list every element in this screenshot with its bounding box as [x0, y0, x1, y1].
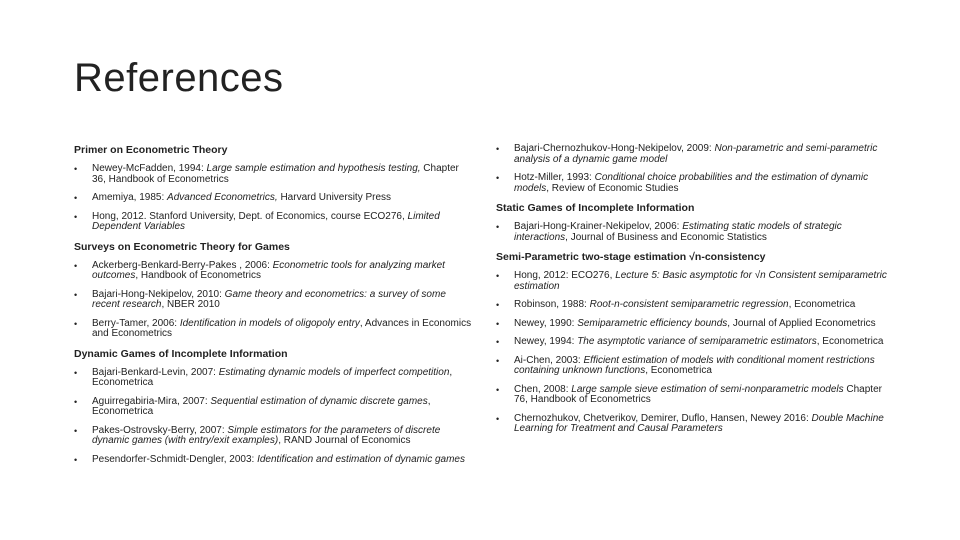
- reference-item: [496, 319, 896, 330]
- bullet-icon: •: [74, 211, 78, 222]
- reference-authors: Aguirregabiria-Mira, 2007:: [92, 395, 211, 407]
- reference-work-title: Root-n-consistent semiparametric regression: [589, 299, 789, 310]
- section-heading: Static Games of Incomplete Information: [496, 202, 695, 214]
- reference-work-title: Large sample sieve estimation of semi-nonparametric models: [571, 383, 844, 395]
- reference-item: [74, 193, 474, 204]
- right-reference-column: [496, 144, 896, 443]
- reference-source: Harvard University Press: [277, 192, 392, 203]
- reference-authors: Hong, 2012. Stanford University, Dept. of Economics, course ECO276,: [92, 210, 408, 222]
- reference-source: , RAND Journal of Economics: [278, 435, 411, 446]
- bullet-icon: •: [74, 367, 78, 378]
- bullet-icon: •: [496, 300, 500, 310]
- reference-text: [514, 356, 896, 377]
- reference-work-title: Double Machine Learning for Treatment and Causal Parameters: [514, 412, 884, 434]
- section-heading: Dynamic Games of Incomplete Information: [74, 347, 288, 360]
- slide-title: References: [74, 56, 284, 100]
- reference-source: , Econometrica: [92, 366, 453, 388]
- reference-source: Chapter 76, Handbook of Econometrics: [514, 383, 882, 405]
- reference-source: , Econometrica: [816, 336, 884, 347]
- reference-text: [92, 261, 474, 282]
- bullet-icon: •: [74, 396, 78, 407]
- bullet-icon: •: [74, 318, 78, 329]
- reference-authors: Chen, 2008:: [514, 383, 572, 395]
- reference-authors: Newey-McFadden, 1994:: [92, 163, 207, 174]
- reference-authors: Newey, 1990:: [514, 317, 578, 329]
- reference-source: , Journal of Applied Econometrics: [727, 317, 876, 329]
- reference-authors: Ackerberg-Benkard-Berry-Pakes , 2006:: [92, 259, 273, 271]
- reference-work-title: Sequential estimation of dynamic discrete games: [210, 395, 428, 407]
- left-reference-column: [74, 144, 474, 473]
- section-heading: Surveys on Econometric Theory for Games: [74, 240, 290, 253]
- reference-source: , NBER 2010: [161, 299, 220, 310]
- reference-authors: Newey, 1994:: [514, 336, 578, 347]
- reference-text: [514, 173, 896, 194]
- reference-work-title: Large sample estimation and hypothesis testing,: [206, 163, 421, 174]
- reference-item: [496, 173, 896, 194]
- reference-work-title: Identification and estimation of dynamic games: [257, 453, 465, 465]
- reference-item: [496, 385, 896, 406]
- reference-work-title: Econometric tools for analyzing market outcomes: [92, 259, 445, 281]
- reference-source: , Review of Economic Studies: [546, 182, 679, 194]
- reference-item: [74, 397, 474, 418]
- reference-text: [92, 164, 474, 185]
- bullet-icon: •: [496, 413, 500, 424]
- reference-item: [496, 414, 896, 435]
- section-heading: Semi-Parametric two-stage estimation √n-consistency: [496, 251, 766, 263]
- bullet-icon: •: [74, 260, 78, 271]
- reference-authors: Robinson, 1988:: [514, 299, 590, 310]
- reference-authors: Chernozhukov, Chetverikov, Demirer, Duflo, Hansen, Newey 2016:: [514, 412, 812, 424]
- bullet-icon: •: [496, 144, 500, 154]
- reference-authors: Ai-Chen, 2003:: [514, 354, 584, 366]
- reference-item: [74, 290, 474, 311]
- reference-text: [92, 212, 474, 233]
- reference-authors: Bajari-Hong-Krainer-Nekipelov, 2006:: [514, 221, 683, 232]
- reference-authors: Amemiya, 1985:: [92, 192, 168, 203]
- reference-authors: Hotz-Miller, 1993:: [514, 172, 595, 183]
- reference-source: , Econometrica: [92, 395, 431, 417]
- reference-authors: Bajari-Hong-Nekipelov, 2010:: [92, 288, 225, 300]
- bullet-icon: •: [496, 318, 500, 329]
- bullet-icon: •: [74, 289, 78, 300]
- bullet-icon: •: [74, 164, 78, 174]
- reference-text: [514, 319, 876, 330]
- reference-text: [514, 222, 896, 243]
- reference-item: [496, 271, 896, 292]
- reference-text: [92, 193, 391, 204]
- bullet-icon: •: [74, 425, 78, 436]
- reference-work-title: Lecture 5: Basic asymptotic for √n Consistent semiparametric estimation: [514, 270, 887, 292]
- reference-item: [496, 222, 896, 243]
- reference-authors: Bajari-Benkard-Levin, 2007:: [92, 366, 219, 378]
- reference-item: [496, 356, 896, 377]
- reference-work-title: Conditional choice probabilities and the estimation of dynamic models: [514, 172, 869, 194]
- reference-authors: Bajari-Chernozhukov-Hong-Nekipelov, 2009:: [514, 143, 715, 154]
- reference-item: [74, 319, 474, 340]
- reference-text: [514, 337, 883, 348]
- reference-item: [74, 164, 474, 185]
- reference-item: [496, 337, 896, 348]
- reference-work-title: Identification in models of oligopoly entry: [179, 317, 360, 329]
- bullet-icon: •: [74, 193, 78, 203]
- reference-work-title: Simple estimators for the parameters of discrete dynamic games (with entry/exit examples): [92, 424, 441, 446]
- reference-text: [514, 144, 896, 165]
- reference-text: [92, 319, 474, 340]
- reference-source: , Econometrica: [788, 299, 856, 310]
- reference-item: [74, 261, 474, 282]
- bullet-icon: •: [496, 173, 500, 183]
- reference-work-title: Estimating static models of strategic interactions: [514, 221, 842, 243]
- bullet-icon: •: [496, 355, 500, 366]
- reference-item: [496, 144, 896, 165]
- bullet-icon: •: [496, 271, 500, 281]
- reference-authors: Hong, 2012: ECO276,: [514, 270, 616, 281]
- reference-item: [74, 426, 474, 447]
- reference-item: [74, 212, 474, 233]
- reference-item: [74, 368, 474, 389]
- reference-work-title: The asymptotic variance of semiparametric estimators: [577, 336, 817, 347]
- bullet-icon: •: [496, 384, 500, 395]
- reference-work-title: Estimating dynamic models of imperfect competition: [218, 366, 450, 378]
- reference-authors: Pakes-Ostrovsky-Berry, 2007:: [92, 424, 228, 436]
- reference-item: [496, 300, 896, 311]
- reference-work-title: Game theory and econometrics: a survey of some recent research: [92, 288, 446, 310]
- reference-source: , Econometrica: [645, 365, 712, 376]
- bullet-icon: •: [496, 337, 500, 347]
- reference-text: [92, 368, 474, 389]
- reference-item: [74, 455, 474, 466]
- bullet-icon: •: [496, 222, 500, 232]
- reference-text: [92, 426, 474, 447]
- reference-source: Chapter 36, Handbook of Econometrics: [92, 163, 459, 185]
- reference-text: [514, 271, 896, 292]
- reference-source: , Journal of Business and Economic Statistics: [565, 231, 767, 243]
- reference-text: [514, 300, 855, 311]
- bullet-icon: •: [74, 454, 78, 465]
- reference-authors: Pesendorfer-Schmidt-Dengler, 2003:: [92, 453, 258, 465]
- reference-text: [514, 414, 896, 435]
- reference-work-title: Advanced Econometrics,: [167, 192, 278, 203]
- reference-text: [92, 397, 474, 418]
- reference-work-title: Efficient estimation of models with conditional moment restrictions containing unknown functions: [514, 354, 875, 376]
- reference-work-title: Semiparametric efficiency bounds: [577, 317, 728, 329]
- reference-authors: Berry-Tamer, 2006:: [92, 317, 180, 329]
- section-heading: Primer on Econometric Theory: [74, 144, 228, 156]
- reference-text: [92, 455, 465, 466]
- reference-work-title: Limited Dependent Variables: [92, 210, 440, 232]
- reference-text: [514, 385, 896, 406]
- reference-work-title: Non-parametric and semi-parametric analysis of a dynamic game model: [514, 143, 878, 165]
- reference-source: , Advances in Economics and Econometrics: [92, 317, 472, 339]
- reference-text: [92, 290, 474, 311]
- reference-source: , Handbook of Econometrics: [135, 270, 261, 281]
